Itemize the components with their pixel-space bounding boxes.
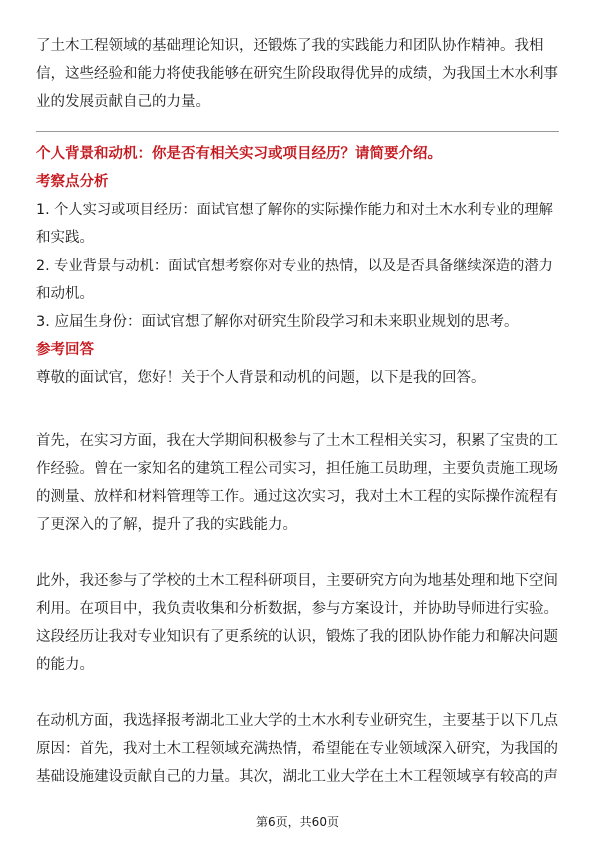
text-line: 业的发展贡献自己的力量。 <box>36 94 210 110</box>
paragraph-motivation <box>36 707 559 791</box>
paragraph-internship <box>36 427 559 539</box>
page-footer: 第6页，共60页 <box>256 815 339 829</box>
intro-paragraph <box>36 32 559 116</box>
text-line: 基础设施建设贡献自己的力量。其次，湖北工业大学在土木工程领域享有较高的声 <box>36 769 558 785</box>
text-line: 的测量、放样和材料管理等工作。通过这次实习，我对土木工程的实际操作流程有 <box>36 489 558 505</box>
answer-greeting: 尊敬的面试官，您好！关于个人背景和动机的问题，以下是我的回答。 <box>36 370 486 386</box>
text-line: 了土木工程领域的基础理论知识，还锻炼了我的实践能力和团队协作精神。我相 <box>36 38 544 54</box>
text-line: 了更深入的了解，提升了我的实践能力。 <box>36 517 297 533</box>
analysis-item: 和实践。 <box>36 230 94 246</box>
text-line: 利用。在项目中，我负责收集和分析数据，参与方案设计，并协助导师进行实验。 <box>36 601 558 617</box>
analysis-item: 1. 个人实习或项目经历：面试官想了解你的实际操作能力和对土木水利专业的理解 <box>36 202 553 218</box>
text-line: 这段经历让我对专业知识有了更系统的认识，锻炼了我的团队协作能力和解决问题 <box>36 629 558 645</box>
text-line: 的能力。 <box>36 657 94 673</box>
question-title: 个人背景和动机：你是否有相关实习或项目经历？请简要介绍。 <box>36 146 442 162</box>
answer-heading: 参考回答 <box>36 342 94 358</box>
text-line: 在动机方面，我选择报考湖北工业大学的土木水利专业研究生，主要基于以下几点 <box>36 713 558 729</box>
text-line: 信，这些经验和能力将使我能够在研究生阶段取得优异的成绩，为我国土木水利事 <box>36 66 558 82</box>
analysis-item: 和动机。 <box>36 286 94 302</box>
analysis-heading: 考察点分析 <box>36 174 109 190</box>
analysis-item: 3. 应届生身份：面试官想了解你对研究生阶段学习和未来职业规划的思考。 <box>36 314 519 330</box>
text-line: 此外，我还参与了学校的土木工程科研项目，主要研究方向为地基处理和地下空间 <box>36 573 558 589</box>
text-line: 作经验。曾在一家知名的建筑工程公司实习，担任施工员助理，主要负责施工现场 <box>36 461 558 477</box>
question-section <box>36 140 559 392</box>
analysis-item: 2. 专业背景与动机：面试官想考察你对专业的热情，以及是否具备继续深造的潜力 <box>36 258 553 274</box>
paragraph-project <box>36 567 559 679</box>
text-line: 首先，在实习方面，我在大学期间积极参与了土木工程相关实习，积累了宝贵的工 <box>36 433 558 449</box>
text-line: 原因：首先，我对土木工程领域充满热情，希望能在专业领域深入研究，为我国的 <box>36 741 558 757</box>
section-divider <box>36 131 559 132</box>
